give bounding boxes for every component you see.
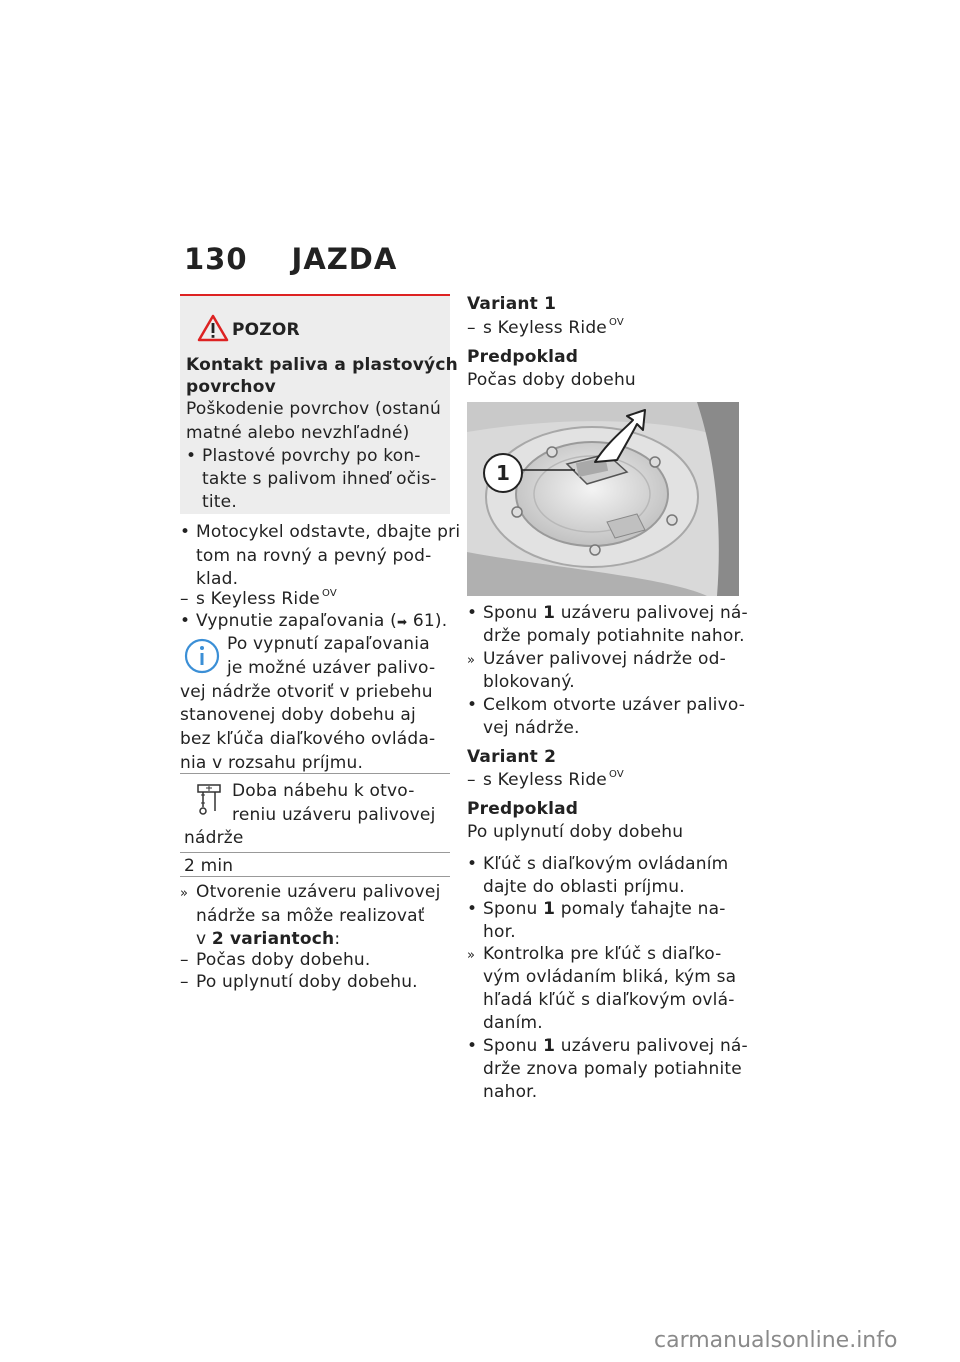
v1-result-cont: blokovaný. (483, 672, 575, 692)
spec-label: reniu uzáveru palivovej (232, 805, 436, 825)
warning-box (180, 294, 458, 514)
result-variants: » Otvorenie uzáveru palivovej (180, 882, 441, 902)
bullet-marker: • (186, 446, 197, 466)
v2-step-pull-again-cont: drže znova pomaly potiahnite (483, 1059, 742, 1079)
step-park: • Motocykel odstavte, dbajte pri (180, 522, 461, 542)
warning-bullet: • Plastové povrchy po kon- (186, 446, 421, 466)
spec-label: Doba nábehu k otvo- (232, 781, 415, 801)
variant-2-heading: Variant 2 (467, 747, 557, 767)
warning-bullet-cont: takte s palivom ihneď očis- (202, 469, 437, 489)
step-park-cont: tom na rovný a pevný pod- (196, 546, 432, 566)
v2-result-cont: daním. (483, 1013, 543, 1033)
warning-bullet-cont: tite. (202, 492, 237, 512)
warning-title: Kontakt paliva a plastových (186, 355, 458, 375)
v2-step-pull-again: • Sponu 1 uzáveru palivovej ná- (467, 1036, 748, 1056)
warning-desc-cont: matné alebo nevzhľadné) (186, 423, 410, 443)
v1-step-open-cont: vej nádrže. (483, 718, 580, 738)
callout-1: 1 (483, 453, 523, 493)
v1-step-pull-cont: drže pomaly potiahnite nahor. (483, 626, 745, 646)
spec-table (180, 773, 450, 877)
page-reference-link[interactable]: ➡ 61). (396, 611, 448, 631)
condition-keyless: – s Keyless Ride $^{OV}$ (180, 588, 337, 609)
precondition-text: Po uplynutí doby dobehu (467, 822, 684, 842)
v2-step-pull: • Sponu 1 pomaly ťahajte na- (467, 899, 726, 919)
spec-label: nádrže (184, 828, 244, 848)
option-after: – Po uplynutí doby dobehu. (180, 972, 418, 992)
warning-label: POZOR (232, 320, 300, 340)
chapter-title: JAZDA (291, 242, 398, 276)
info-text: stanovenej doby dobehu aj (180, 705, 416, 725)
warning-title-cont: povrchov (186, 377, 276, 397)
v2-result: » Kontrolka pre kľúč s diaľko- (467, 944, 722, 964)
step-ignition-off: • Vypnutie zapaľovania (➡ 61). (180, 611, 448, 631)
page-header (184, 242, 397, 276)
v1-step-pull: • Sponu 1 uzáveru palivovej ná- (467, 603, 748, 623)
page-number: 130 (184, 242, 248, 276)
v2-step-pull-again-cont: nahor. (483, 1082, 538, 1102)
v2-step-key: • Kľúč s diaľkovým ovládaním (467, 854, 729, 874)
v2-result-cont: vým ovládaním bliká, kým sa (483, 967, 737, 987)
v2-result-cont: hľadá kľúč s diaľkovým ovlá- (483, 990, 735, 1010)
v1-result: » Uzáver palivovej nádrže od- (467, 649, 726, 669)
info-text: bez kľúča diaľkového ovláda- (180, 729, 436, 749)
precondition-text: Počas doby dobehu (467, 370, 636, 390)
fuel-cap-spec-icon (196, 783, 222, 817)
info-text: Po vypnutí zapaľovania (227, 634, 430, 654)
info-icon (183, 637, 221, 675)
watermark-link[interactable]: carmanualsonline.info (654, 1328, 898, 1353)
result-variants-cont: nádrže sa môže realizovať (196, 906, 425, 926)
v2-step-key-cont: dajte do oblasti príjmu. (483, 877, 685, 897)
v2-step-pull-cont: hor. (483, 922, 516, 942)
variant-1-heading: Variant 1 (467, 294, 557, 314)
result-variants-cont: v 2 variantoch: (196, 929, 341, 949)
condition-keyless: – s Keyless Ride $^{OV}$ (467, 317, 624, 338)
arrow-right-icon: ➡ (396, 615, 408, 629)
warning-triangle-icon (197, 314, 229, 342)
precondition-heading: Predpoklad (467, 347, 579, 367)
spec-value: 2 min (184, 856, 234, 876)
warning-desc: Poškodenie povrchov (ostanú (186, 399, 441, 419)
v1-step-open: • Celkom otvorte uzáver palivo- (467, 695, 746, 715)
step-park-cont: klad. (196, 569, 239, 589)
info-text: je možné uzáver palivo- (227, 658, 436, 678)
precondition-heading: Predpoklad (467, 799, 579, 819)
info-text: vej nádrže otvoriť v priebehu (180, 682, 433, 702)
option-during: – Počas doby dobehu. (180, 950, 371, 970)
fuel-cap-photo (467, 402, 739, 596)
info-text: nia v rozsahu príjmu. (180, 753, 364, 773)
condition-keyless: – s Keyless Ride $^{OV}$ (467, 769, 624, 790)
